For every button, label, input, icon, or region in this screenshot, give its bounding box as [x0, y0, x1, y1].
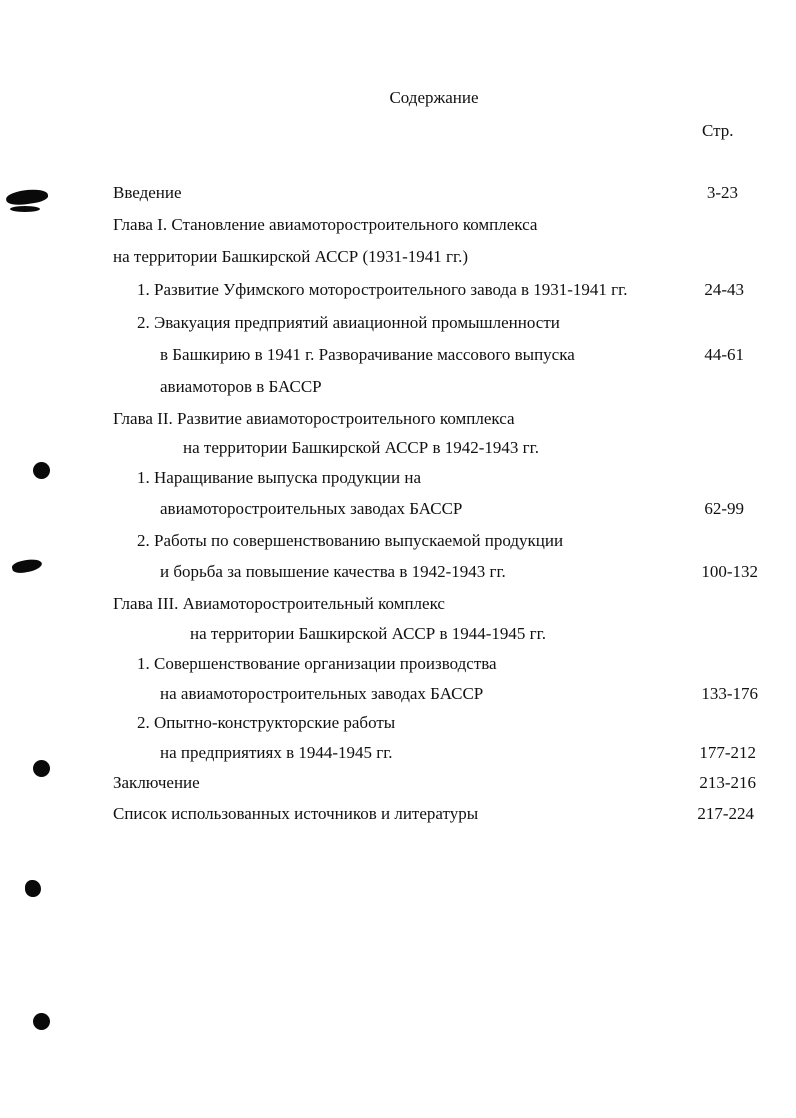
toc-page-introduction: 3-23 [706, 183, 738, 202]
toc-entry-introduction: Введение [113, 183, 182, 202]
toc-section-1-2-cont: в Башкирию в 1941 г. Разворачивание массового выпуска [160, 345, 575, 364]
punch-hole-1 [33, 462, 50, 479]
toc-chapter-3-heading-cont: на территории Башкирской АССР в 1944-1945 гг. [190, 624, 546, 643]
toc-section-3-1: 1. Совершенствование организации производства [137, 654, 497, 673]
binding-mark-1 [5, 187, 49, 207]
toc-section-3-2: 2. Опытно-конструкторские работы [137, 713, 396, 732]
toc-chapter-2-heading-cont: на территории Башкирской АССР в 1942-1943 гг. [183, 438, 539, 457]
toc-section-2-1: 1. Наращивание выпуска продукции на [137, 468, 421, 487]
toc-title: Содержание [389, 88, 479, 107]
toc-page-3-1: 133-176 [701, 684, 758, 703]
toc-page-2-2: 100-132 [701, 562, 758, 581]
toc-section-1-2-cont2: авиамоторов в БАССР [160, 377, 322, 396]
toc-section-2-2-cont: и борьба за повышение качества в 1942-1943 гг. [160, 562, 506, 581]
toc-section-3-1-cont: на авиамоторостроительных заводах БАССР [160, 684, 484, 703]
toc-entry-conclusion: Заключение [113, 773, 200, 792]
page-column-header: Стр. [702, 121, 734, 140]
toc-page-1-2: 44-61 [704, 345, 744, 364]
binding-mark-3 [11, 557, 43, 575]
toc-chapter-1-heading: Глава I. Становление авиамоторостроительного комплекса [113, 215, 538, 234]
toc-section-2-1-cont: авиамоторостроительных заводах БАССР [160, 499, 463, 518]
toc-entry-references: Список использованных источников и литературы [113, 804, 479, 823]
toc-page-3-2: 177-212 [699, 743, 756, 762]
binding-mark-4 [25, 880, 41, 897]
toc-page-conclusion: 213-216 [699, 773, 756, 792]
toc-section-3-2-cont: на предприятиях в 1944-1945 гг. [160, 743, 393, 762]
toc-chapter-3-heading: Глава III. Авиамоторостроительный комплекс [113, 594, 445, 613]
toc-section-2-2: 2. Работы по совершенствованию выпускаемой продукции [137, 531, 564, 550]
toc-section-1-1: 1. Развитие Уфимского моторостроительного завода в 1931-1941 гг. [137, 280, 628, 299]
toc-page-1-1: 24-43 [704, 280, 744, 299]
binding-mark-2 [10, 206, 40, 212]
toc-page-2-1: 62-99 [704, 499, 744, 518]
toc-page-references: 217-224 [697, 804, 754, 823]
toc-chapter-2-heading: Глава II. Развитие авиамоторостроительного комплекса [113, 409, 515, 428]
punch-hole-3 [33, 1013, 50, 1030]
toc-section-1-2: 2. Эвакуация предприятий авиационной промышленности [137, 313, 560, 332]
toc-chapter-1-heading-cont: на территории Башкирской АССР (1931-1941 гг.) [113, 247, 468, 266]
punch-hole-2 [33, 760, 50, 777]
